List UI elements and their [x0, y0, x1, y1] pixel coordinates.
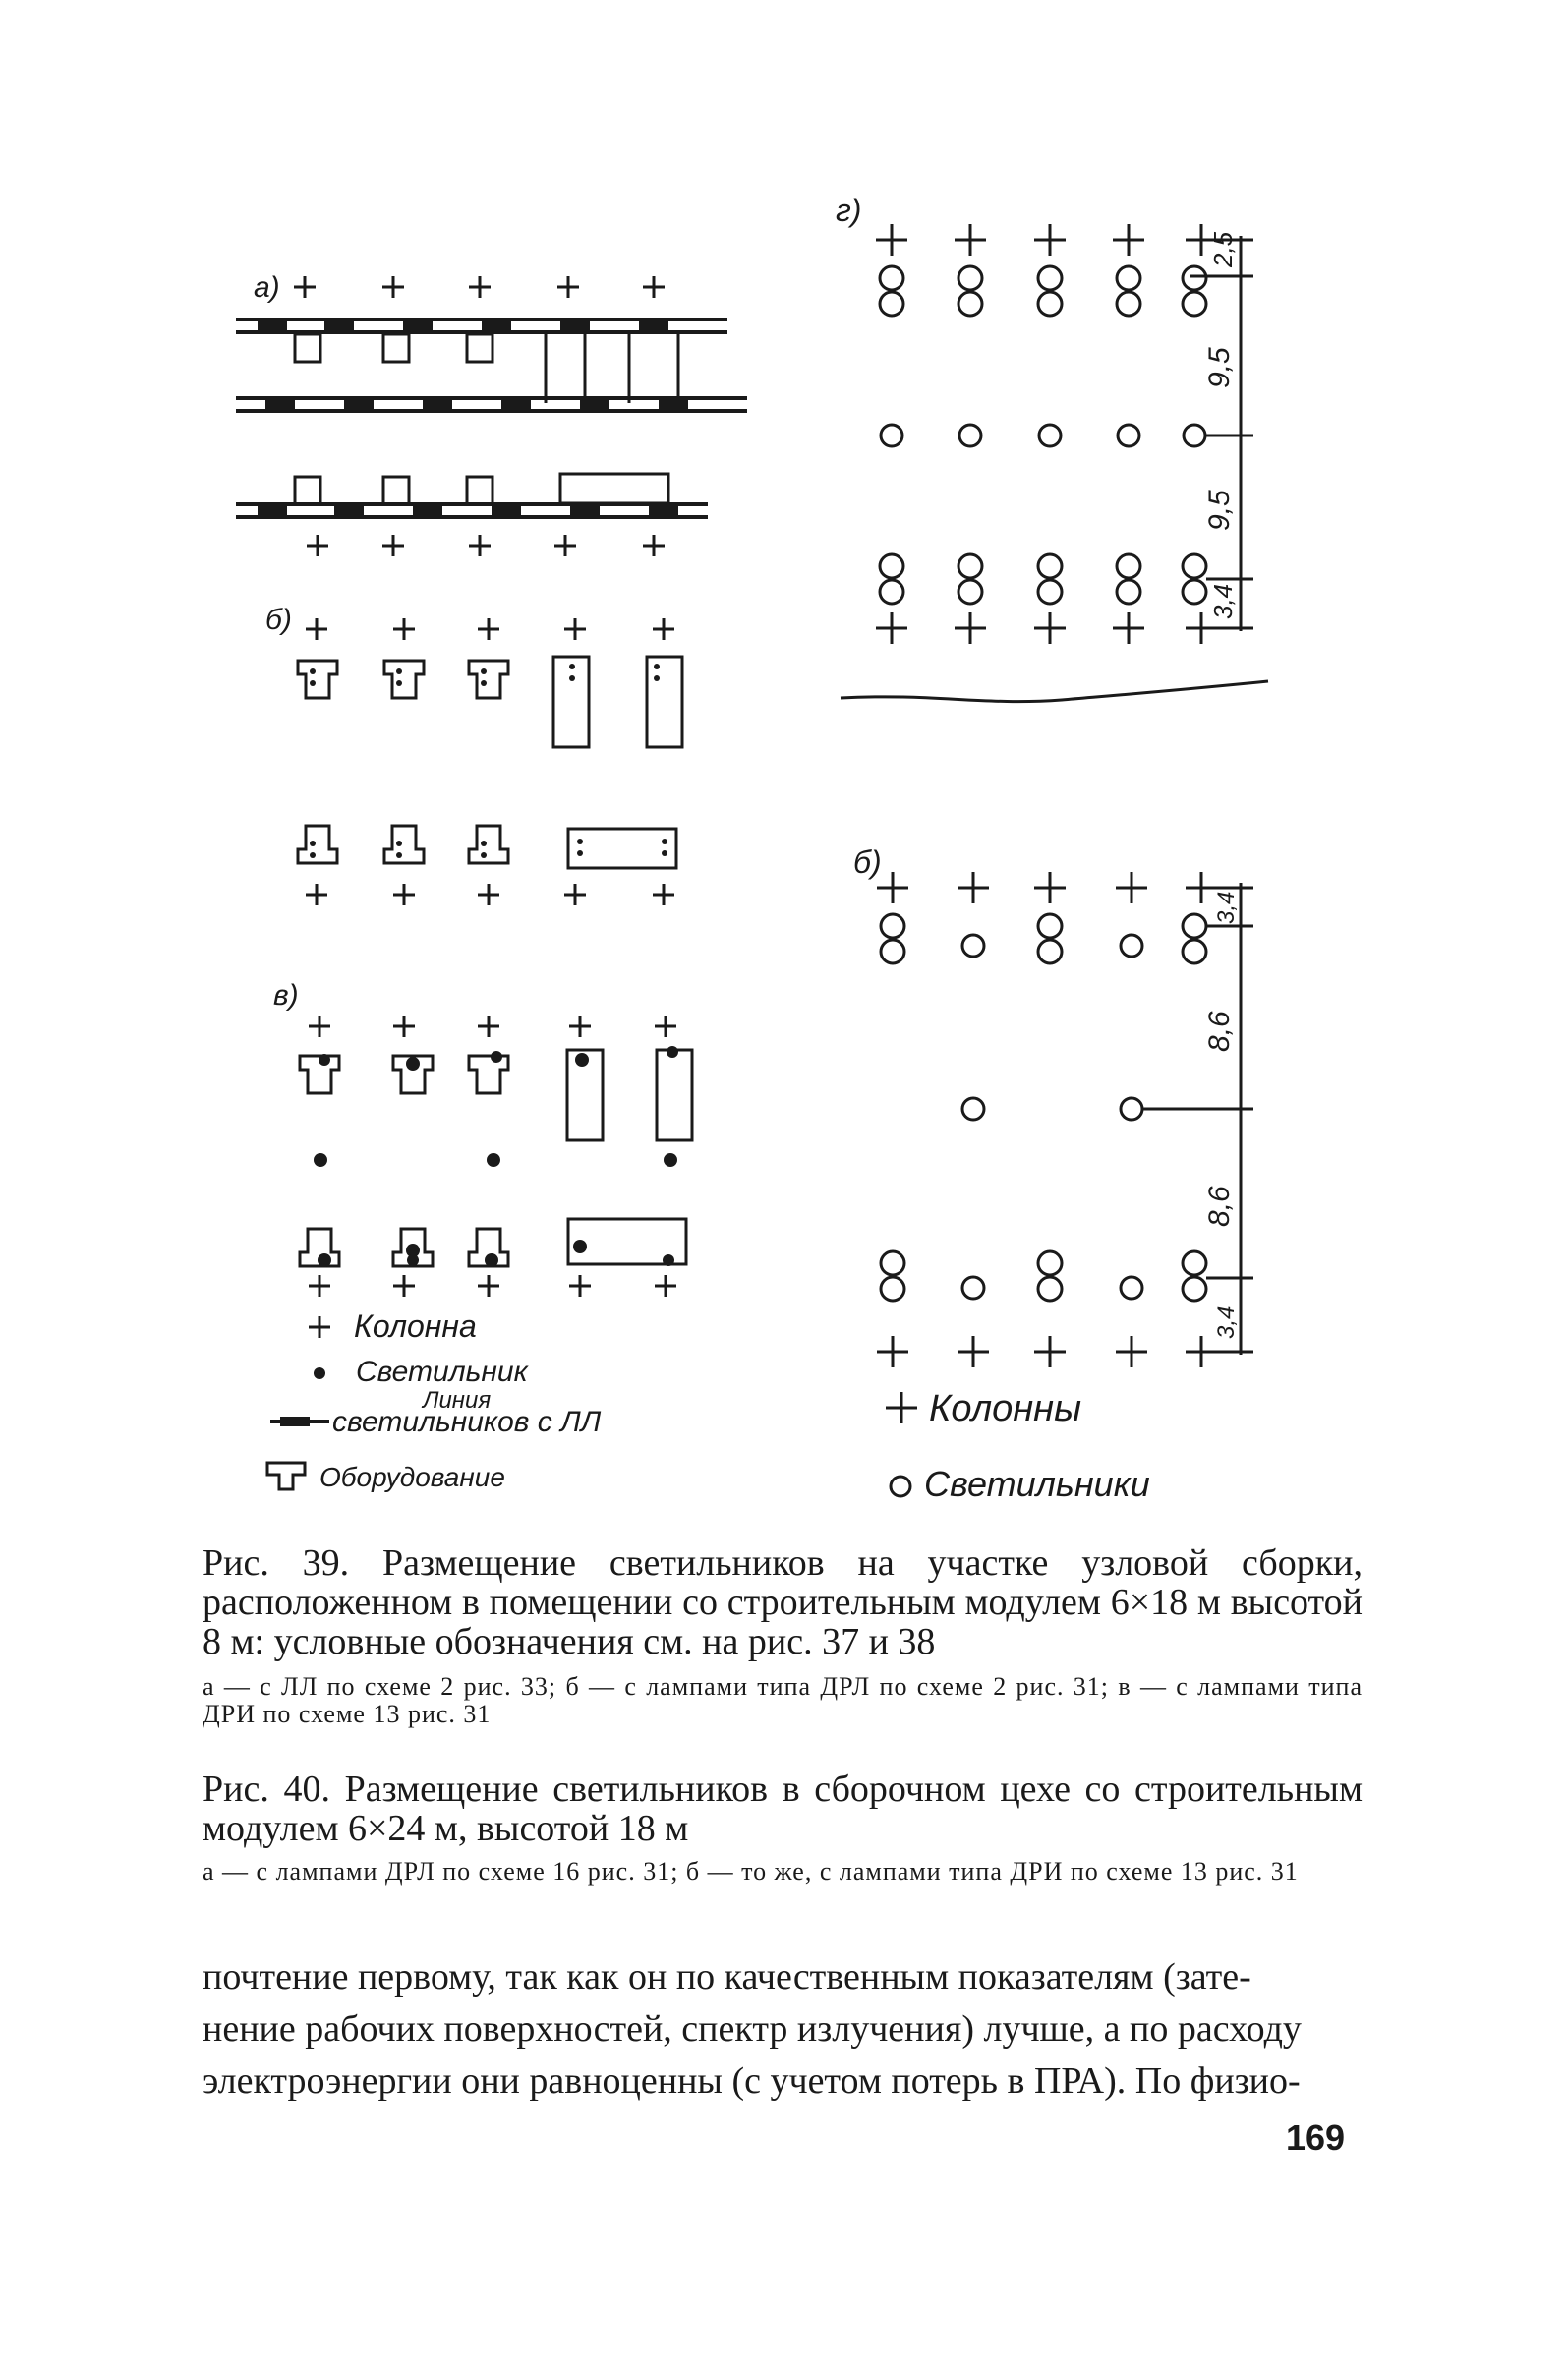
dimension-label: 9,5	[1203, 347, 1236, 388]
panel-a	[236, 271, 747, 556]
body-line: нение рабочих поверхностей, спектр излучения) лучше, а по расходу	[203, 2008, 1302, 2050]
legend-line-label-1: Линия	[423, 1387, 492, 1414]
dimension-label: 8,6	[1203, 1186, 1236, 1227]
panel-b-right	[853, 844, 1253, 1367]
dimension-label: 9,5	[1203, 490, 1236, 531]
panel-label-b2: б)	[853, 844, 882, 880]
legend-left	[267, 1308, 602, 1492]
body-line: электроэнергии они равноценны (с учетом потерь в ПРА). По физио-	[203, 2061, 1301, 2102]
page-number: 169	[1286, 2118, 1346, 2158]
body-line: почтение первому, так как он по качественным показателям (зате-	[203, 1956, 1251, 1998]
dimension-label: 8,6	[1203, 1011, 1236, 1052]
legend-luminaires-label: Светильники	[924, 1464, 1150, 1504]
panel-v	[273, 979, 692, 1297]
figure-40-caption: Рис. 40. Размещение светильников в сборочном цехе со строительным модулем 6×24 м, высотой 18 м	[203, 1769, 1363, 1849]
panel-label-v: в)	[273, 979, 299, 1012]
panel-b	[265, 604, 682, 905]
dimension-label: 3,4	[1213, 1306, 1240, 1339]
legend-luminaire-label: Светильник	[356, 1356, 528, 1388]
column-row	[294, 276, 665, 298]
figure-40-subcaption: а — с лампами ДРЛ по схеме 16 рис. 31; б — то же, с лампами типа ДРИ по схеме 13 рис. 31	[203, 1857, 1299, 1886]
panel-label-a: а)	[254, 271, 280, 304]
body-paragraph	[203, 1951, 1363, 2108]
dimension-label: 2,5	[1208, 231, 1238, 267]
legend-line-label-2: светильников с ЛЛ	[332, 1406, 602, 1438]
legend-right	[886, 1388, 1150, 1504]
panel-label-b: б)	[265, 604, 292, 636]
dimension-label: 3,4	[1208, 583, 1238, 619]
legend-equipment-label: Оборудование	[319, 1462, 505, 1492]
panel-label-g: г)	[836, 193, 862, 228]
figure-39-caption: Рис. 39. Размещение светильников на участке узловой сборки, расположенном в помещении со строительным модулем 6×18 м высотой 8 м: условные обозначения см. на рис. 37 и 38	[203, 1542, 1363, 1662]
dimension-label: 3,4	[1213, 891, 1240, 924]
legend-column-label: Колонна	[354, 1308, 477, 1344]
panel-g	[836, 193, 1268, 702]
figure-39-subcaption: а — с ЛЛ по схеме 2 рис. 33; б — с лампами типа ДРЛ по схеме 2 рис. 31; в — с лампами типа ДРИ по схеме 13 рис. 31	[203, 1672, 1363, 1728]
legend-columns-label: Колонны	[929, 1388, 1082, 1429]
column-row	[307, 535, 665, 556]
